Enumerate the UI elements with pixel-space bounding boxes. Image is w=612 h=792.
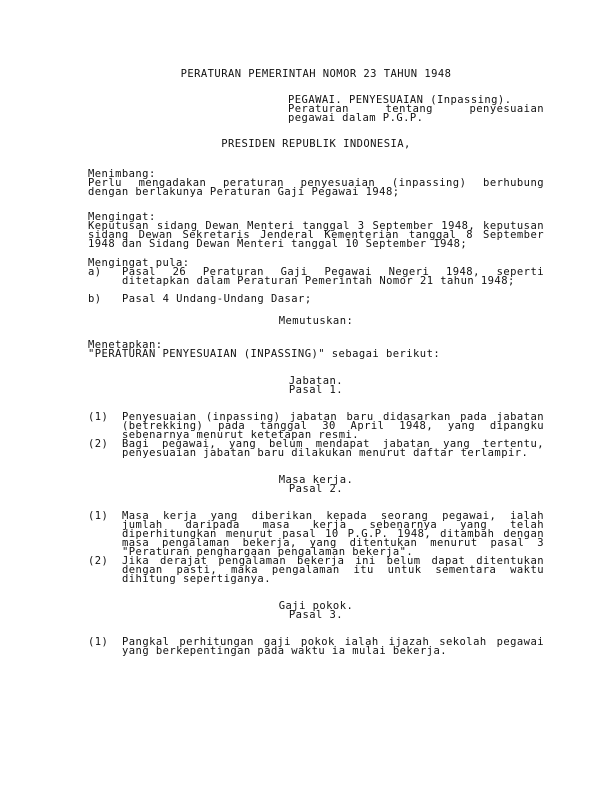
list-item — [88, 512, 544, 557]
item-label: b) — [88, 293, 102, 305]
menimbang-section — [88, 170, 544, 197]
text-line: jumlah daripada masa kerja sebenarnya yang telah — [122, 519, 544, 531]
list-item — [88, 295, 544, 304]
text-line: penyesuaian jabatan baru dilakukan menurut daftar terlampir. — [122, 447, 529, 459]
president-heading: PRESIDEN REPUBLIK INDONESIA, — [221, 138, 411, 150]
text-line: Jika derajat pengalaman bekerja ini belum dapat ditentukan — [122, 555, 544, 567]
item-label: (1) — [88, 411, 109, 423]
text-line: Masa kerja yang diberikan kepada seorang pegawai, ialah — [122, 510, 544, 522]
list-item — [88, 268, 544, 286]
item-label: (2) — [88, 438, 109, 450]
text-line: Pasal 26 Peraturan Gaji Pegawai Negeri 1948, seperti — [122, 266, 544, 278]
section-heading: Mengingat: — [88, 211, 156, 223]
list-item — [88, 440, 544, 458]
item-label: (1) — [88, 510, 109, 522]
text-line: ditetapkan dalam Peraturan Pemerintah Nomor 21 tahun 1948; — [122, 275, 515, 287]
chapter-title: Jabatan. — [288, 375, 344, 387]
pasal-number: Pasal 3. — [288, 609, 344, 621]
subject-line: pegawai dalam P.G.P. — [288, 112, 424, 124]
text-line: Keputusan sidang Dewan Menteri tanggal 3 September 1948, keputusan — [88, 220, 544, 232]
text-line: yang berkepentingan pada waktu ia mulai bekerja. — [122, 645, 448, 657]
subject-line: Peraturan tentang penyesuaian — [288, 103, 544, 115]
list-item — [88, 557, 544, 584]
item-label: (2) — [88, 555, 109, 567]
text-line: Pangkal perhitungan gaji pokok ialah ijazah sekolah pegawai — [122, 636, 544, 648]
text-line: sebenarnya menurut ketetapan resmi. — [122, 429, 360, 441]
pasal-3-heading — [88, 602, 544, 620]
text-line: "Peraturan penghargaan pengalaman bekerja". — [122, 546, 414, 558]
item-label: (1) — [88, 636, 109, 648]
text-line: (betrekking) pada tanggal 30 April 1948, yang dipangku — [122, 420, 544, 432]
list-item — [88, 413, 544, 440]
chapter-title: Gaji pokok. — [278, 600, 354, 612]
document-title: PERATURAN PEMERINTAH NOMOR 23 TAHUN 1948 — [180, 68, 452, 80]
text-line: 1948 dan Sidang Dewan Menteri tanggal 10 September 1948; — [88, 238, 468, 250]
subject-block — [288, 96, 544, 123]
text-line: diperhitungkan menurut pasal 10 P.G.P. 1948, ditambah dengan — [122, 528, 544, 540]
item-label: a) — [88, 266, 102, 278]
pasal-number: Pasal 2. — [288, 483, 344, 495]
text-line: Bagi pegawai, yang belum mendapat jabatan yang tertentu, — [122, 438, 544, 450]
menetapkan-section — [88, 341, 544, 359]
list-item — [88, 638, 544, 656]
memutuskan-heading: Memutuskan: — [278, 315, 354, 327]
text-line: Perlu mengadakan peraturan penyesuaian (inpassing) berhubung — [88, 177, 544, 189]
section-heading: Menetapkan: — [88, 339, 163, 351]
text-line: sidang Dewan Sekretaris Jenderal Kementerian tanggal 8 September — [88, 229, 544, 241]
text-line: dengan berlakunya Peraturan Gaji Pegawai 1948; — [88, 186, 400, 198]
pasal-2-heading — [88, 476, 544, 494]
text-line: dengan pasti, maka pengalaman itu untuk sementara waktu — [122, 564, 544, 576]
chapter-title: Masa kerja. — [278, 474, 354, 486]
pasal-1-heading — [88, 377, 544, 395]
text-line: masa pengalaman bekerja, yang ditentukan menurut pasal 3 — [122, 537, 544, 549]
subject-line: PEGAWAI. PENYESUAIAN (Inpassing). — [288, 94, 512, 106]
text-line: Pasal 4 Undang-Undang Dasar; — [122, 293, 312, 305]
text-line: dihitung sepertiganya. — [122, 573, 271, 585]
section-heading: Menimbang: — [88, 168, 156, 180]
text-line: "PERATURAN PENYESUAIAN (INPASSING)" sebagai berikut: — [88, 348, 441, 360]
text-line: Penyesuaian (inpassing) jabatan baru didasarkan pada jabatan — [122, 411, 544, 423]
mengingat-section — [88, 213, 544, 249]
pasal-number: Pasal 1. — [288, 384, 344, 396]
section-heading: Mengingat pula: — [88, 257, 190, 269]
